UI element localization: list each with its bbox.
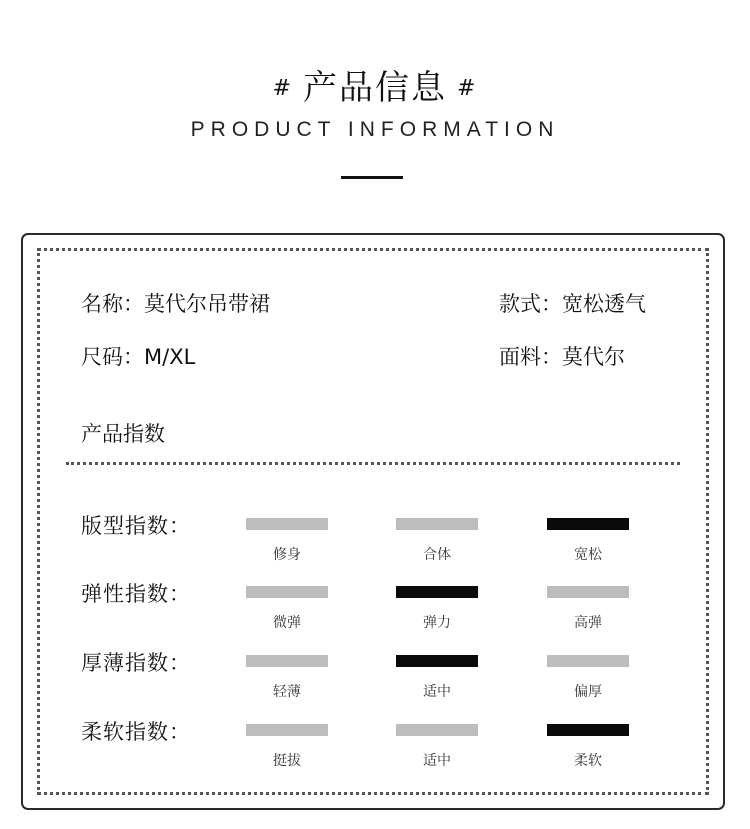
- index-option-label: 轻薄: [273, 684, 301, 700]
- index-option-label: 偏厚: [574, 684, 602, 700]
- index-bar: [246, 586, 328, 598]
- product-size: 尺码：M/XL: [81, 345, 196, 369]
- title-text: 产品信息: [303, 68, 447, 108]
- index-option-label: 适中: [423, 684, 451, 700]
- index-row-label: 弹性指数：: [81, 582, 191, 606]
- index-row-label: 柔软指数：: [81, 720, 191, 744]
- index-bar-selected: [547, 724, 629, 736]
- header-divider: [341, 176, 403, 179]
- product-style: 款式：宽松透气: [499, 292, 646, 316]
- index-option-label: 修身: [273, 547, 301, 563]
- product-name: 名称：莫代尔吊带裙: [81, 292, 270, 316]
- index-bar: [246, 518, 328, 530]
- index-option-label: 挺拔: [273, 753, 301, 769]
- page-subtitle: PRODUCT INFORMATION: [190, 118, 560, 141]
- index-option-label: 高弹: [574, 615, 602, 631]
- index-option-label: 弹力: [423, 615, 451, 631]
- index-bar: [246, 655, 328, 667]
- index-bar-selected: [396, 655, 478, 667]
- index-option-label: 宽松: [574, 547, 602, 563]
- index-bar-selected: [547, 518, 629, 530]
- index-bar: [547, 586, 629, 598]
- index-option-label: 微弹: [273, 615, 301, 631]
- hash-left: #: [272, 76, 293, 101]
- index-option-label: 适中: [423, 753, 451, 769]
- index-bar: [547, 655, 629, 667]
- product-fabric: 面料：莫代尔: [499, 345, 625, 369]
- index-bar: [246, 724, 328, 736]
- index-option-label: 合体: [423, 547, 451, 563]
- index-option-label: 柔软: [574, 753, 602, 769]
- section-divider: [66, 462, 680, 465]
- index-bar: [396, 724, 478, 736]
- index-bar: [396, 518, 478, 530]
- page-title: [0, 60, 750, 109]
- index-row-label: 版型指数：: [81, 514, 191, 538]
- index-bar-selected: [396, 586, 478, 598]
- section-title: 产品指数: [81, 422, 165, 446]
- index-row-label: 厚薄指数：: [81, 651, 191, 675]
- hash-right: #: [457, 76, 478, 101]
